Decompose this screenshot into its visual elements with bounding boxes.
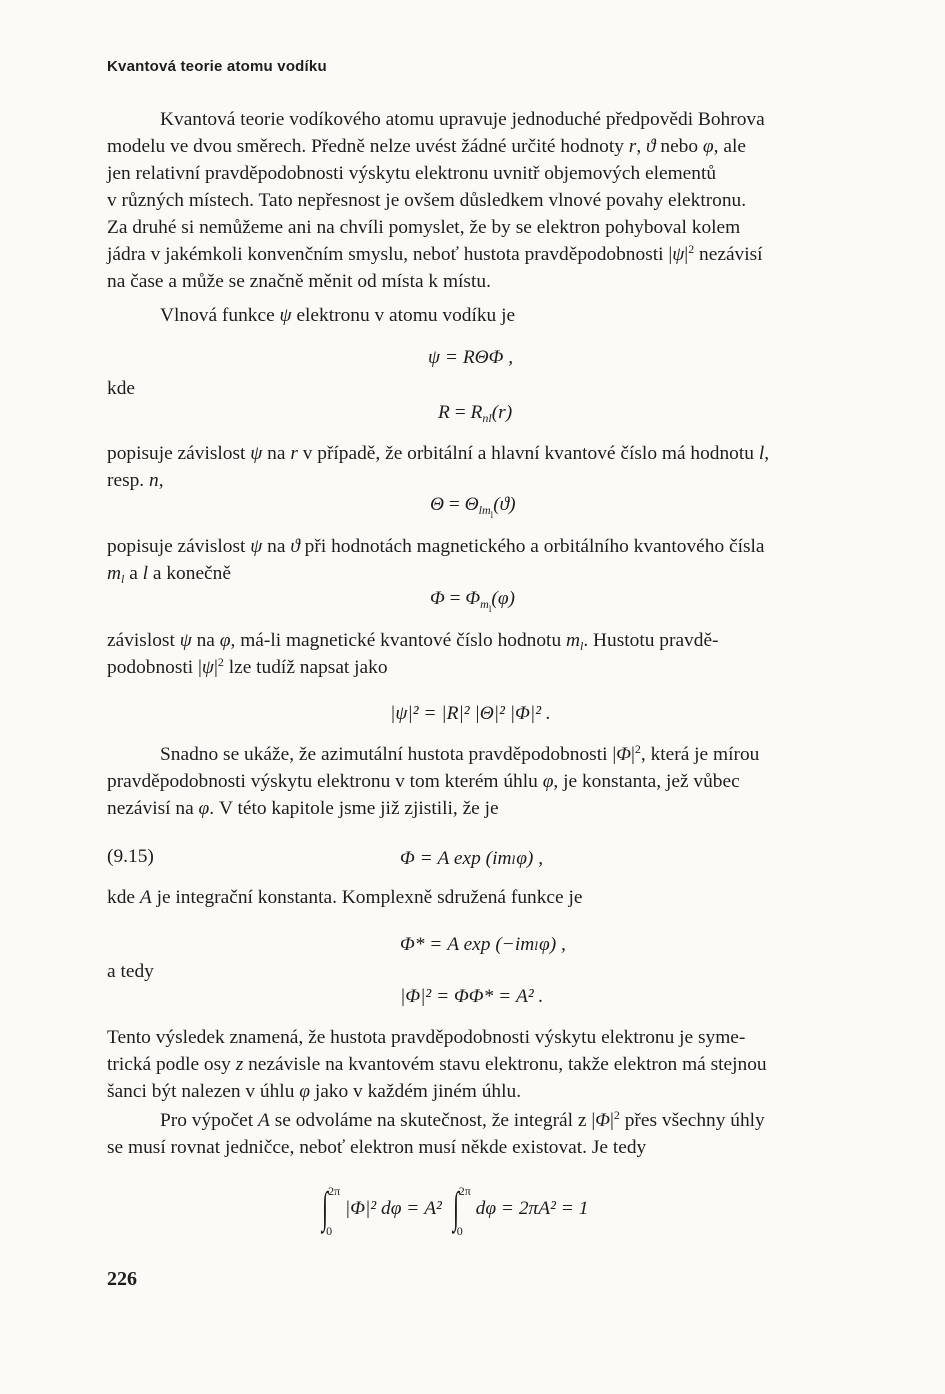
para8-line3: šanci být nalezen v úhlu φ jako v každém jiném úhlu. — [107, 1081, 522, 1102]
equation-probability-density: |ψ|² = |R|² |Θ|² |Φ|² . — [390, 703, 551, 724]
integral-sign: ∫ — [322, 1183, 329, 1232]
equation-azimuthal: Φ = A exp (imₗφ) , — [400, 848, 544, 869]
equation-normalization-integral: ∫ 2π 0 |Φ|² dφ = A² ∫ 2π 0 dφ = 2πA² = 1 — [322, 1183, 589, 1238]
equation-modulus: |Φ|² = ΦΦ* = A² . — [400, 986, 544, 1007]
integral-limits: 2π 0 — [326, 1183, 341, 1238]
para1-line4: v různých místech. Tato nepřesnost je ovšem důsledkem vlnové povahy elektronu. — [107, 190, 747, 211]
equation-theta: $\Theta = \Theta_{lm_l}(ϑ)$ — [430, 494, 516, 520]
para8-line2: trická podle osy z nezávisle na kvantovém stavu elektronu, takže elektron má stejnou — [107, 1054, 767, 1075]
page-number: 226 — [107, 1268, 137, 1290]
para6-line3: nezávisí na φ. V této kapitole jsme již zjistili, že je — [107, 798, 499, 819]
para9-line1: Pro výpočet A se odvoláme na skutečnost, že integrál z $|\Phi|^2$ přes všechny úhly — [160, 1108, 765, 1131]
equation-wavefunction: ψ = RΘΦ , — [428, 347, 514, 368]
equation-number: (9.15) — [107, 846, 154, 867]
para5-line1: závislost ψ na φ, má-li magnetické kvantové číslo hodnotu $m_l$. Hustotu pravdě- — [107, 630, 719, 653]
equation-conjugate: Φ* = A exp (−imₗφ) , — [400, 934, 566, 955]
para3-line1: popisuje závislost ψ na r v případě, že orbitální a hlavní kvantové číslo má hodnotu l, — [107, 443, 770, 464]
para1-line3: jen relativní pravděpodobnosti výskytu elektronu uvnitř objemových elementů — [107, 163, 717, 184]
para5-line2: podobnosti $|\psi|^2$ lze tudíž napsat jako — [107, 655, 388, 678]
para1-line6: jádra v jakémkoli konvenčním smyslu, neboť hustota pravděpodobnosti $|\psi|^2$ nezávisí — [107, 242, 763, 265]
para1-line7: na čase a může se značně měnit od místa k místu. — [107, 271, 491, 292]
label-a-tedy: a tedy — [107, 961, 154, 982]
para7-line: kde A je integrační konstanta. Komplexně sdružená funkce je — [107, 887, 583, 908]
integral-limits-2: 2π 0 — [456, 1183, 471, 1238]
para9-line2: se musí rovnat jedničce, neboť elektron musí někde existovat. Je tedy — [107, 1137, 647, 1158]
para4-line1: popisuje závislost ψ na ϑ při hodnotách magnetického a orbitálního kvantového čísla — [107, 536, 765, 557]
para4-line2: $m_l$ a l a konečně — [107, 563, 231, 586]
para2-line: Vlnová funkce ψ elektronu v atomu vodíku je — [160, 305, 516, 326]
para3-line2: resp. n, — [107, 470, 164, 491]
para1-line5: Za druhé si nemůžeme ani na chvíli pomyslet, že by se elektron pohyboval kolem — [107, 217, 741, 238]
para1-line2: modelu ve dvou směrech. Předně nelze uvést žádné určité hodnoty r, ϑ nebo φ, ale — [107, 136, 746, 157]
para1-line1: Kvantová teorie vodíkového atomu upravuje jednoduché předpovědi Bohrova — [160, 109, 765, 130]
integral-sign-2: ∫ — [452, 1183, 459, 1232]
equation-radial: $R = R_{nl}(r)$ — [438, 402, 513, 425]
para6-line1: Snadno se ukáže, že azimutální hustota pravděpodobnosti $|\Phi|^2$, která je mírou — [160, 742, 760, 765]
para6-line2: pravděpodobnosti výskytu elektronu v tom kterém úhlu φ, je konstanta, jež vůbec — [107, 771, 740, 792]
equation-phi: $\Phi = \Phi_{m_l}(\varphi)$ — [430, 588, 516, 614]
label-kde: kde — [107, 378, 135, 399]
running-header: Kvantová teorie atomu vodíku — [107, 58, 327, 75]
para8-line1: Tento výsledek znamená, že hustota pravděpodobnosti výskytu elektronu je syme- — [107, 1027, 746, 1048]
